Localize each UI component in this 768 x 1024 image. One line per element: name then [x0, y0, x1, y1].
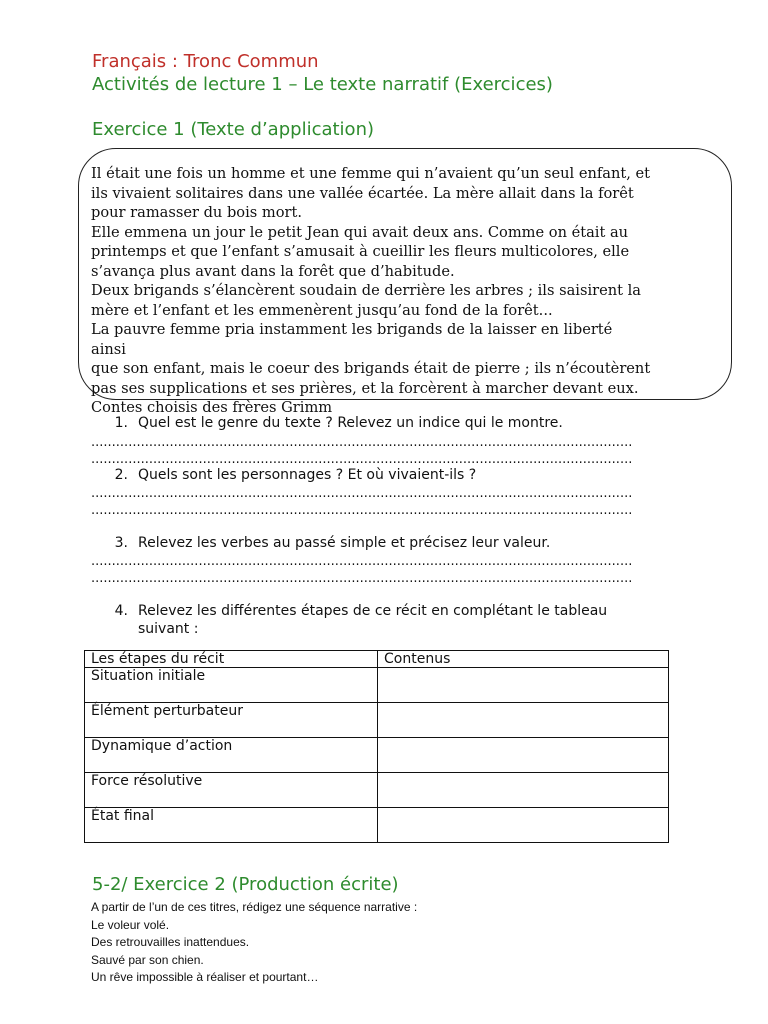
passage-line: La pauvre femme pria instamment les brigands de la laisser en liberté ainsi [91, 321, 613, 358]
table-row [85, 738, 669, 773]
exercise2-title: 5-2/ Exercice 2 (Production écrite) [92, 874, 399, 895]
step-content-cell[interactable] [378, 773, 669, 808]
question-4-continued: suivant : [138, 621, 199, 637]
step-label: Élément perturbateur [85, 703, 378, 738]
passage-line: Elle emmena un jour le petit Jean qui avait deux ans. Comme on était au [91, 223, 629, 241]
passage-line: pas ses supplications et ses prières, et la forcèrent à marcher devant eux. [91, 379, 639, 397]
passage-line: printemps et que l’enfant s’amusait à cueillir les fleurs multicolores, elle [91, 243, 630, 260]
step-label: État final [85, 808, 378, 843]
table-row [85, 808, 669, 843]
question-text: Relevez les différentes étapes de ce récit en complétant le tableau [138, 603, 608, 619]
passage-line: mère et l’enfant et les emmenèrent jusqu’au fond de la forêt... [91, 301, 553, 319]
question-3 [104, 535, 550, 551]
passage-line: pour ramasser du bois mort. [91, 204, 302, 221]
exercise1-title: Exercice 1 (Texte d’application) [92, 119, 374, 140]
title-option: Un rêve impossible à réaliser et pourtant… [91, 970, 319, 984]
question-text: Relevez les verbes au passé simple et précisez leur valeur. [138, 535, 551, 551]
passage-line: ils vivaient solitaires dans une vallée écartée. La mère allait dans la forêt [91, 184, 634, 202]
table-row [85, 668, 669, 703]
table-row [85, 773, 669, 808]
course-title: Français : Tronc Commun [92, 51, 319, 72]
passage-line: Il était une fois un homme et une femme qui n’avaient qu’un seul enfant, et [91, 165, 651, 182]
question-text: Quels sont les personnages ? Et où vivaient-ils ? [138, 467, 477, 483]
step-label: Dynamique d’action [85, 738, 378, 773]
answer-line[interactable]: ................................................................................................................................... [91, 503, 633, 518]
question-number: 4. [114, 603, 128, 619]
passage-line: s’avança plus avant dans la forêt que d’habitude. [91, 262, 455, 280]
narrative-steps-table [84, 650, 669, 843]
step-content-cell[interactable] [378, 668, 669, 703]
exercise2-body [91, 899, 417, 987]
step-content-cell[interactable] [378, 738, 669, 773]
question-number: 2. [114, 467, 128, 483]
reading-passage [91, 164, 651, 418]
title-option: Le voleur volé. [91, 917, 170, 932]
page-subtitle: Activités de lecture 1 – Le texte narratif (Exercices) [92, 74, 553, 95]
step-label: Force résolutive [85, 773, 378, 808]
answer-line[interactable]: ................................................................................................................................... [91, 486, 633, 501]
answer-line[interactable]: ................................................................................................................................... [91, 435, 633, 450]
column-header-contents: Contenus [378, 651, 669, 668]
step-label: Situation initiale [85, 668, 378, 703]
title-option: Des retrouvailles inattendues. [91, 935, 250, 949]
question-4 [104, 603, 607, 619]
passage-source: Contes choisis des frères Grimm [91, 399, 333, 416]
table-row [85, 703, 669, 738]
question-2 [104, 467, 476, 483]
passage-line: que son enfant, mais le coeur des brigands était de pierre ; ils n’écoutèrent [91, 360, 651, 377]
answer-line[interactable]: ................................................................................................................................... [91, 452, 633, 467]
question-number: 1. [114, 415, 128, 431]
question-number: 3. [114, 535, 128, 551]
answer-line[interactable]: ................................................................................................................................... [91, 554, 633, 569]
question-1 [104, 415, 563, 431]
step-content-cell[interactable] [378, 808, 669, 843]
passage-line: Deux brigands s’élancèrent soudain de derrière les arbres ; ils saisirent la [91, 282, 641, 299]
question-text: Quel est le genre du texte ? Relevez un indice qui le montre. [138, 415, 563, 431]
title-option: Sauvé par son chien. [91, 952, 204, 967]
column-header-steps: Les étapes du récit [85, 651, 378, 668]
step-content-cell[interactable] [378, 703, 669, 738]
answer-line[interactable]: ................................................................................................................................... [91, 571, 633, 586]
exercise2-instruction: A partir de l’un de ces titres, rédigez une séquence narrative : [91, 900, 418, 914]
table-header-row [85, 651, 669, 668]
